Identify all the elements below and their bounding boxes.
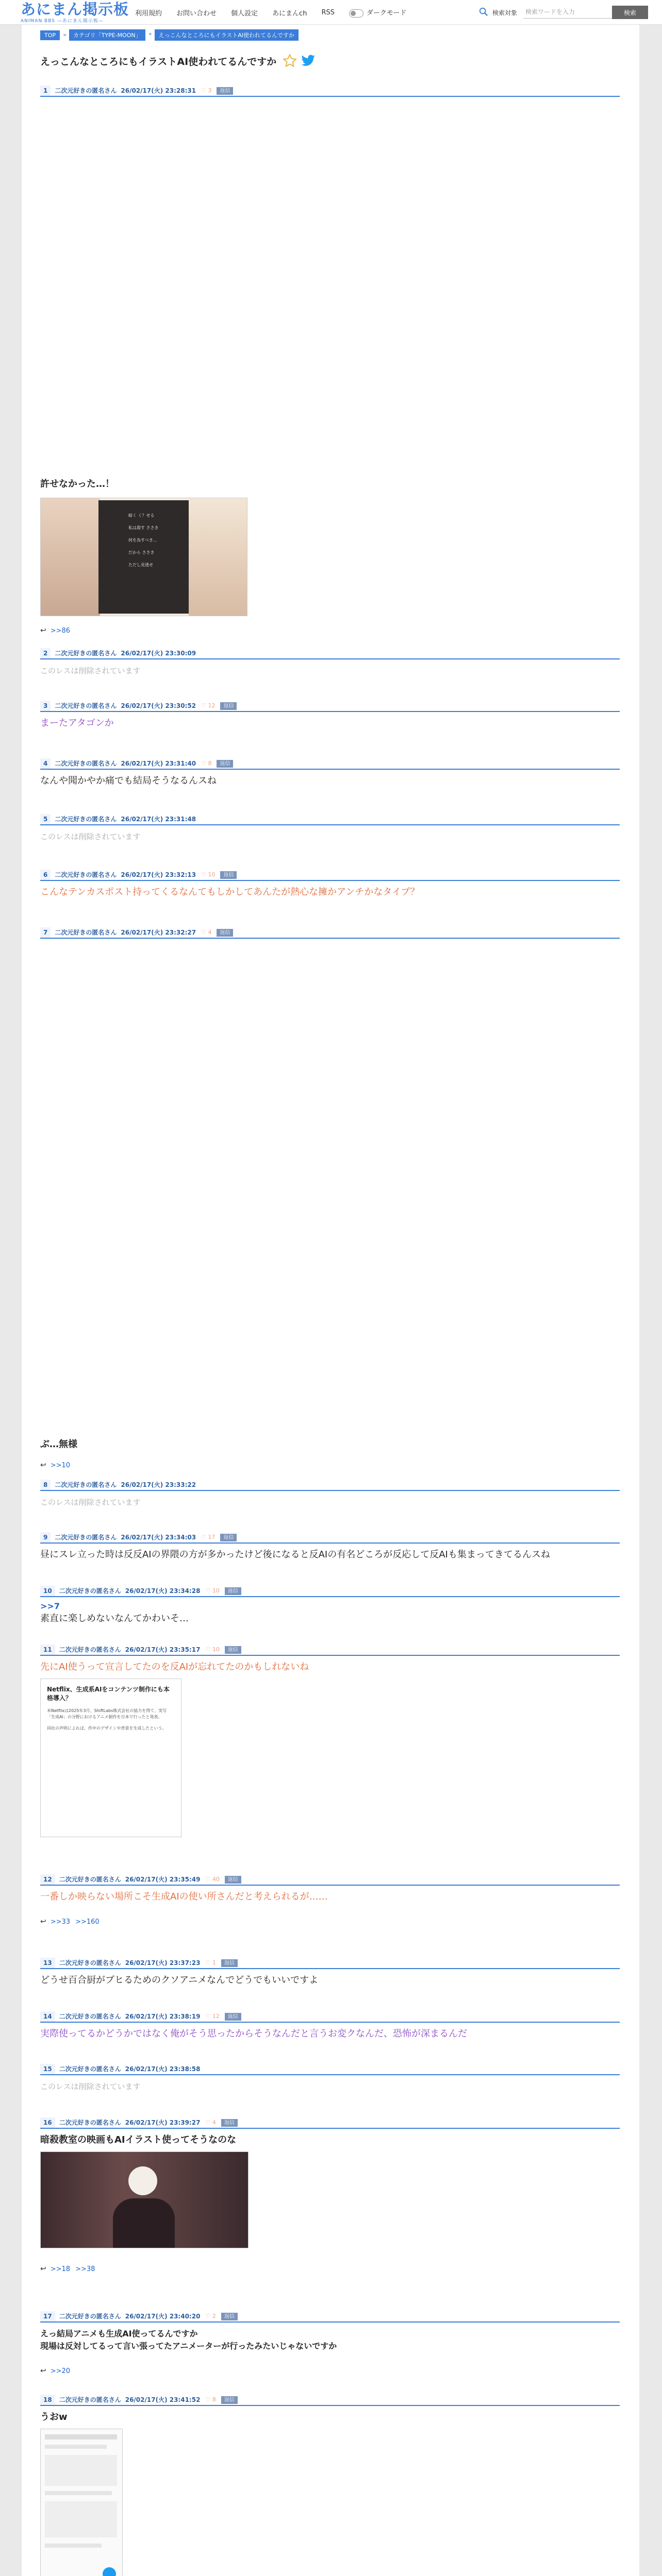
game-menu-item: ただし見逃せ [128,563,153,567]
reply-button[interactable]: 返信 [220,871,237,879]
post-date: 26/02/17(火) 23:40:20 [125,2313,201,2320]
post-image-game-screenshot[interactable] [40,498,247,616]
post-number[interactable]: 11 [40,1645,55,1655]
reply-arrow-icon: ↩ [40,626,46,635]
post-number[interactable]: 8 [40,1480,51,1490]
post-date: 26/02/17(火) 23:37:23 [125,1959,201,1967]
image-line [45,2491,112,2495]
post-header [40,2064,620,2075]
reply-button[interactable]: 返信 [225,1646,241,1654]
reply-button[interactable]: 返信 [220,1534,237,1541]
like-count: 8 [208,760,212,767]
image-block [45,2501,117,2537]
post-author: 二次元好きの匿名さん [55,760,117,767]
nav-settings-link[interactable]: 個人設定 [231,9,258,18]
post-header [40,1480,620,1491]
reply-button[interactable]: 返信 [225,2013,241,2021]
post-header [40,1958,620,1969]
image-left-panel [41,498,100,616]
post-header [40,648,620,659]
post-author: 二次元好きの匿名さん [55,929,117,936]
post-14 [40,2011,620,2040]
post-8 [40,1480,620,1509]
like-button[interactable] [201,701,215,711]
post-author: 二次元好きの匿名さん [59,1959,121,1967]
post-author: 二次元好きの匿名さん [59,2065,121,2073]
like-button[interactable] [205,2395,216,2405]
post-date: 26/02/17(火) 23:34:28 [125,1587,201,1595]
game-menu-item: 暗く く？せる [128,513,155,518]
like-button[interactable] [201,1532,215,1543]
site-logo[interactable] [21,1,129,24]
post-number[interactable]: 4 [40,758,51,769]
heart-icon: ♡ [201,929,206,936]
like-button[interactable] [205,2117,216,2128]
post-body: このレスは削除されています [40,666,141,675]
post-date: 26/02/17(火) 23:32:13 [121,871,196,878]
post-image-phone-screenshot[interactable] [40,2429,123,2576]
heart-icon: ♡ [205,2313,211,2319]
post-date: 26/02/17(火) 23:38:58 [125,2065,201,2073]
post-number[interactable]: 5 [40,814,51,824]
post-body: えっ結局アニメも生成AI使ってるんですか 現場は反対してるって言い張ってたアニメーターが行ったみたいじゃないですか [40,2329,337,2351]
post-author: 二次元好きの匿名さん [59,2013,121,2020]
reply-ref-link[interactable]: >>33 [50,1918,71,1926]
game-menu-item: 私は殺す ささき [128,526,159,530]
post-date: 26/02/17(火) 23:34:03 [121,1534,196,1541]
reply-ref-link[interactable]: >>18 [50,2265,71,2273]
game-menu-item: だから ささき [128,550,155,555]
post-author: 二次元好きの匿名さん [59,2313,121,2320]
game-menu-panel [98,500,189,614]
post-date: 26/02/17(火) 23:32:27 [121,929,196,936]
post-body [40,1600,620,1625]
search-input[interactable] [523,6,613,19]
like-count: 4 [208,929,212,936]
heart-icon: ♡ [201,871,206,878]
like-count: 17 [208,1534,216,1540]
post-text: 素直に楽しめないなんてかわいそ… [40,1613,189,1624]
post-header [40,814,620,825]
search-bar [477,5,650,20]
like-button[interactable] [205,1958,216,1968]
breadcrumb-thread[interactable]: えっこんなところにもイラストAI使われてるんですか [155,29,299,41]
breadcrumb-category[interactable]: カテゴリ「TYPE-MOON」 » [69,29,145,41]
heart-icon: ♡ [205,1587,211,1594]
post-author: 二次元好きの匿名さん [55,702,117,709]
search-target-select[interactable]: 検索対象 [492,9,518,16]
post-12 [40,1874,620,1926]
like-count: 12 [212,2013,220,2020]
post-date: 26/02/17(火) 23:35:17 [125,1646,201,1653]
embedded-video-blank [40,939,620,1433]
reply-button[interactable]: 返信 [221,2313,238,2320]
post-header [40,2311,620,2323]
post-number[interactable]: 1 [40,86,51,96]
post-author: 二次元好きの匿名さん [59,2396,121,2403]
like-count: 10 [208,871,216,878]
post-date: 26/02/17(火) 23:31:40 [121,760,196,767]
like-button[interactable] [201,758,211,769]
heart-icon: ♡ [205,1646,211,1653]
like-count: 1 [212,1959,216,1966]
reply-arrow-icon: ↩ [40,1461,46,1469]
like-count: 4 [212,2119,216,2126]
search-button[interactable]: 検索 [612,6,648,19]
post-15 [40,2064,620,2093]
reply-refs [40,1918,620,1926]
reply-button[interactable]: 返信 [217,87,233,95]
post-header [40,86,620,97]
post-body: 一番しか映らない場所こそ生成AIの使い所さんだと考えられるが…… [40,1891,328,1902]
post-13 [40,1958,620,1987]
post-date: 26/02/17(火) 23:30:09 [121,650,196,657]
like-button[interactable] [201,870,215,880]
post-body: 先にAI使うって宣言してたのを反AIが忘れてたのかもしれないね [40,1662,309,1672]
post-author: 二次元好きの匿名さん [55,650,117,657]
reply-anchor-link[interactable]: >>7 [40,1601,60,1611]
compose-icon [103,2567,116,2576]
heart-icon: ♡ [205,2013,211,2020]
post-number[interactable]: 15 [40,2064,55,2074]
post-number[interactable]: 14 [40,2011,55,2022]
post-header [40,1532,620,1544]
post-body: 昼にスレ立った時は反反AIの界隈の方が多かったけど後になると反AIの有名どころが反応して反AIも集まってきてるんスね [40,1549,550,1560]
like-button[interactable] [205,2011,219,2022]
post-body: 許せなかった…！ [40,479,114,489]
reply-button[interactable]: 返信 [217,760,233,768]
search-icon [479,7,488,16]
reply-ref-link[interactable]: >>10 [50,1461,71,1469]
post-number[interactable]: 3 [40,701,51,711]
game-menu-item: 何を為すべき... [128,538,157,543]
reply-arrow-icon: ↩ [40,2367,46,2375]
post-author: 二次元好きの匿名さん [55,816,117,823]
heart-icon: ♡ [201,1534,206,1540]
embedded-video-blank [40,97,620,473]
post-1 [40,86,620,635]
post-author: 二次元好きの匿名さん [55,1534,117,1541]
reply-button[interactable]: 返信 [225,1876,241,1884]
reply-ref-link[interactable]: >>160 [75,1918,100,1926]
nav-contact-link[interactable]: お問い合わせ [176,9,217,18]
dark-mode-toggle[interactable] [349,7,406,18]
post-body: 暗殺教室の映画もAIイラスト使ってそうなのな [40,2134,237,2145]
image-character-body [113,2198,175,2248]
twitter-share-icon[interactable] [301,55,316,67]
heart-icon: ♡ [205,2396,211,2403]
site-header [0,0,662,25]
post-body: うおw [40,2412,68,2422]
post-number[interactable]: 9 [40,1532,51,1543]
image-line [45,2434,117,2439]
post-header [40,2011,620,2023]
like-button[interactable] [205,1645,219,1655]
post-author: 二次元好きの匿名さん [59,2119,121,2126]
top-nav [135,0,421,25]
like-count: 8 [212,2396,216,2403]
post-body: まーたアタゴンか [40,718,114,728]
heart-icon: ♡ [205,1876,211,1883]
nav-terms-link[interactable]: 利用規約 [135,9,162,18]
post-date: 26/02/17(火) 23:33:22 [121,1481,196,1488]
image-right-panel [189,498,247,616]
like-button[interactable] [205,1586,219,1596]
post-number[interactable]: 13 [40,1958,55,1968]
heart-icon: ♡ [201,760,206,767]
post-4 [40,758,620,787]
reply-button[interactable]: 返信 [221,2119,238,2127]
post-number[interactable]: 10 [40,1586,55,1596]
post-author: 二次元好きの匿名さん [55,871,117,878]
image-line [45,2544,102,2548]
post-number[interactable]: 6 [40,870,51,880]
heart-icon: ♡ [205,1959,211,1966]
reply-arrow-icon: ↩ [40,1918,46,1926]
nav-animanch-link[interactable]: あにまんch [272,9,307,18]
reply-refs [40,1461,620,1469]
post-11 [40,1645,620,1837]
post-17 [40,2311,620,2375]
like-button[interactable] [201,86,211,96]
post-author: 二次元好きの匿名さん [55,87,117,94]
post-header [40,1645,620,1656]
post-number[interactable]: 17 [40,2311,55,2321]
reply-ref-link[interactable]: >>20 [50,2367,71,2375]
breadcrumb-top[interactable]: TOP » [40,30,60,40]
post-image-movie-still[interactable] [40,2151,249,2248]
image-block [45,2455,117,2486]
page-title: えっこんなところにもイラストAI使われてるんですか [40,56,277,67]
post-2 [40,648,620,677]
post-16 [40,2117,620,2273]
reply-button[interactable]: 返信 [220,702,237,710]
post-author: 二次元好きの匿名さん [59,1587,121,1595]
like-count: 12 [208,702,216,709]
post-body: ぶ…無様 [40,1439,77,1450]
article-paragraph: 米Netflixは2025年3月、ShiftLabs株式会社の協力を得て、実写「生成AI」の分野におけるアニメ制作を日本で行ったと発表。 [47,1708,167,1719]
heart-icon: ♡ [201,87,206,94]
favorite-star-icon[interactable] [283,54,297,68]
post-date: 26/02/17(火) 23:35:49 [125,1876,201,1883]
logo-subtitle: ANIMAN BBS —あにまん掲示板— [21,19,104,24]
dark-mode-label: ダークモード [366,9,407,18]
post-date: 26/02/17(火) 23:31:48 [121,816,196,823]
post-header [40,870,620,881]
article-paragraph: 同社の声明によれば、作中のデザインや背景を生成したという。 [47,1726,167,1731]
post-date: 26/02/17(火) 23:39:27 [125,2119,201,2126]
post-5 [40,814,620,843]
heart-icon: ♡ [201,702,206,709]
like-count: 10 [212,1587,220,1594]
heart-icon: ♡ [205,2119,211,2126]
like-count: 40 [212,1876,220,1883]
post-header [40,1586,620,1597]
like-button[interactable] [205,2311,216,2321]
post-9 [40,1532,620,1561]
post-author: 二次元好きの匿名さん [55,1481,117,1488]
logo-title: あにまん掲示板 [21,1,129,18]
reply-button[interactable]: 返信 [217,929,233,937]
post-body: 実際使ってるかどうかではなく俺がそう思ったからそうなんだと言うお変クなんだ、恐怖が深まるんだ [40,2028,467,2039]
image-character-head [128,2166,157,2195]
post-number[interactable]: 16 [40,2117,55,2128]
reply-refs [40,2367,620,2375]
post-header [40,1874,620,1886]
post-10 [40,1586,620,1625]
post-3 [40,701,620,730]
post-header [40,701,620,712]
post-number[interactable]: 18 [40,2395,55,2405]
post-number[interactable]: 12 [40,1874,55,1885]
post-date: 26/02/17(火) 23:28:31 [121,87,196,94]
post-7 [40,927,620,1469]
post-author: 二次元好きの匿名さん [59,1646,121,1653]
post-body: こんなテンカスポスト持ってくるなんてもしかしてあんたが熱心な擁かアンチかなタイプ？ [40,887,420,897]
post-body: なんや聞かやか痛でも結局そうなるんスね [40,775,217,786]
post-number[interactable]: 2 [40,648,51,658]
breadcrumb [40,30,621,40]
reply-button[interactable]: 返信 [221,2396,238,2404]
reply-refs [40,626,620,635]
reply-ref-link[interactable]: >>38 [75,2265,95,2273]
like-button[interactable] [201,927,211,938]
post-author: 二次元好きの匿名さん [59,1876,121,1883]
post-header [40,2117,620,2129]
post-body: このレスは削除されています [40,1498,141,1507]
post-date: 26/02/17(火) 23:30:52 [121,702,196,709]
title-row [40,54,621,68]
like-count: 2 [212,2313,216,2319]
post-image-article[interactable] [40,1679,181,1837]
post-6 [40,870,620,899]
post-body: このレスは削除されています [40,832,141,841]
post-date: 26/02/17(火) 23:38:19 [125,2013,201,2020]
post-header [40,927,620,939]
reply-ref-link[interactable]: >>86 [50,626,71,635]
game-menu-text [98,500,189,571]
toggle-switch-icon [349,9,363,18]
post-header [40,758,620,770]
post-header [40,2395,620,2406]
post-body: どうせ百合厨がブヒるためのクソアニメなんでどうでもいいですよ [40,1975,319,1986]
like-count: 3 [208,87,212,94]
like-count: 10 [212,1646,220,1653]
reply-refs [40,2265,620,2273]
post-18 [40,2395,620,2576]
post-number[interactable]: 7 [40,927,51,938]
reply-button[interactable]: 返信 [221,1959,238,1967]
nav-rss-link[interactable]: RSS [321,8,335,16]
reply-arrow-icon: ↩ [40,2265,46,2273]
main-content [22,25,639,2576]
post-date: 26/02/17(火) 23:41:52 [125,2396,201,2403]
image-line [45,2445,107,2449]
article-title: Netflix、生成系AIをコンテンツ制作にも本格導入？ [47,1686,170,1702]
post-body: このレスは削除されています [40,2082,141,2091]
like-button[interactable] [205,1874,219,1885]
reply-button[interactable]: 返信 [225,1587,241,1595]
